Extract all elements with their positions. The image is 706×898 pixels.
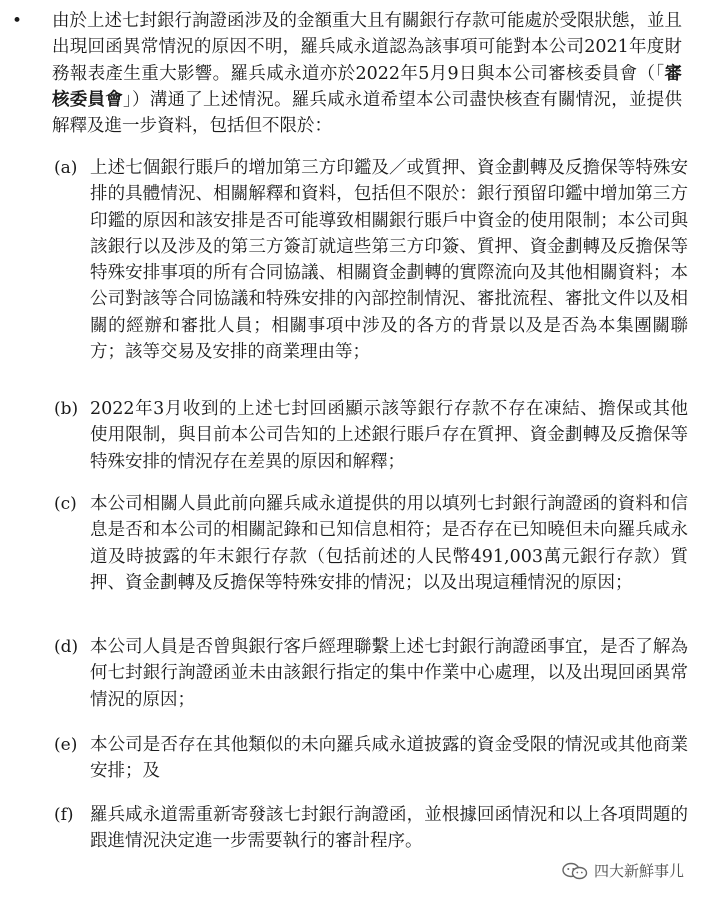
watermark-text: 四大新鮮事儿 <box>593 862 684 880</box>
item-text: 羅兵咸永道需重新寄發該七封銀行詢證函，並根據回函情況和以上各項問題的跟進情況決定進一步需要執行的審計程序。 <box>90 805 688 852</box>
intro-text-part1: 由於上述七封銀行詢證函涉及的金額重大且有關銀行存款可能處於受限狀態，並且出現回函異常情況的原因不明，羅兵咸永道認為該事項可能對本公司2021年度財務報表產生重大影響。羅兵咸永道亦於2022年5月9日與本公司審核委員會（「 <box>52 11 682 84</box>
item-text: 本公司相關人員此前向羅兵咸永道提供的用以填列七封銀行詢證函的資料和信息是否和本公司的相關記錄和已知信息相符；是否存在已知曉但未向羅兵咸永道及時披露的年末銀行存款（包括前述的人民幣491,003萬元銀行存款）質押、資金劃轉及反擔保等特殊安排的情況；以及出現這種情況的原因； <box>90 494 688 593</box>
bullet-marker: • <box>12 11 23 31</box>
intro-text-part2: 」）溝通了上述情況。羅兵咸永道希望本公司盡快核查有關情況，並提供解釋及進一步資料，包括但不限於： <box>52 89 682 137</box>
wechat-icon <box>562 862 588 880</box>
intro-defined-term: 審核委員會 <box>52 63 682 110</box>
item-text: 本公司人員是否曾與銀行客戶經理聯繫上述七封銀行詢證函事宜，是否了解為何七封銀行詢證函並未由該銀行指定的集中作業中心處理，以及出現回函異常情況的原因； <box>90 637 688 710</box>
item-text: 上述七個銀行賬戶的增加第三方印鑑及／或質押、資金劃轉及反擔保等特殊安排的具體情況、相關解釋和資料，包括但不限於：銀行預留印鑑中增加第三方印鑑的原因和該安排是否可能導致相關銀行賬戶中資金的使用限制；本公司與該銀行以及涉及的第三方簽訂就這些第三方印簽、質押、資金劃轉及反擔保等特殊安排事項的所有合同協議、相關資金劃轉的實際流向及其他相關資料；本公司對該等合同協議和特殊安排的內部控制情況、審批流程、審批文件以及相關的經辦和審批人員；相關事項中涉及的各方的背景以及是否為本集團關聯方；該等交易及安排的商業理由等； <box>90 158 688 363</box>
item-label: (e) <box>54 735 78 755</box>
account-watermark <box>562 860 684 881</box>
item-label: (c) <box>54 494 77 514</box>
item-text: 本公司是否存在其他類似的未向羅兵咸永道披露的資金受限的情況或其他商業安排；及 <box>90 735 688 782</box>
item-label: (b) <box>54 399 79 419</box>
item-label: (f) <box>54 805 74 825</box>
item-text: 2022年3月收到的上述七封回函顯示該等銀行存款不存在凍結、擔保或其他使用限制，與目前本公司告知的上述銀行賬戶存在質押、資金劃轉及反擔保等特殊安排的情況存在差異的原因和解釋； <box>90 399 688 472</box>
intro-paragraph <box>52 8 682 139</box>
item-label: (d) <box>54 637 79 657</box>
item-label: (a) <box>54 158 78 178</box>
